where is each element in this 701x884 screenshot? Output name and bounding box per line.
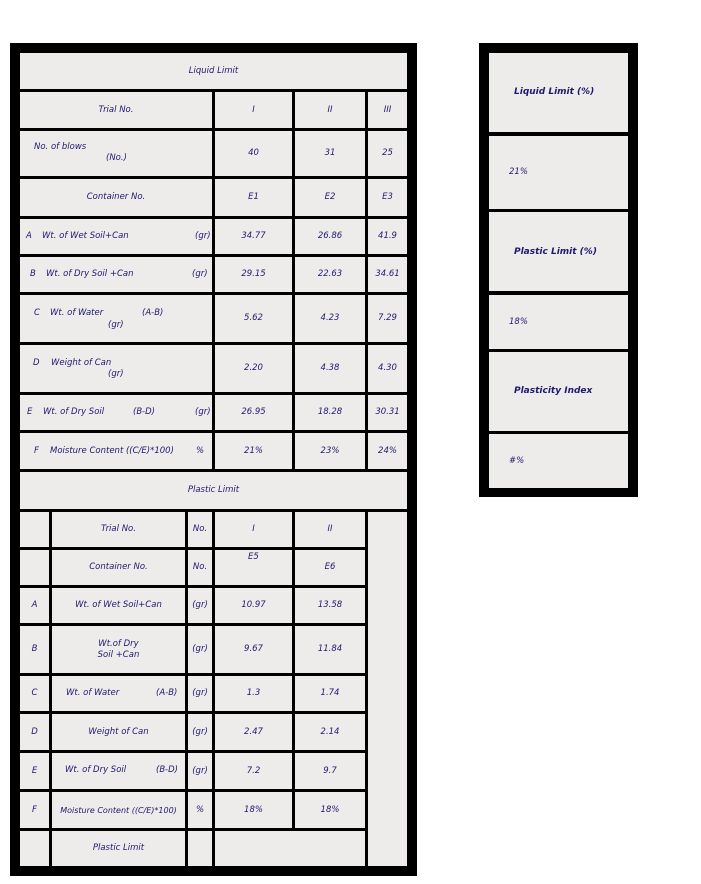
ll-row-b-label: Wt. of Dry Soil +Can bbox=[46, 269, 134, 279]
pl-row-c-unit: (gr) bbox=[188, 676, 212, 711]
ll-row-d-letter: D bbox=[33, 358, 40, 368]
ll-trial-2: II bbox=[295, 92, 365, 128]
ll-row-b-val-2: 22.63 bbox=[295, 257, 365, 292]
pl-row-d-letter: D bbox=[20, 714, 49, 750]
summary-pl-label-cell bbox=[489, 212, 628, 291]
pl-trial-letter bbox=[20, 512, 49, 547]
pl-row-d-unit: (gr) bbox=[188, 714, 212, 750]
ll-row-d-val-3: 4.30 bbox=[368, 345, 407, 392]
pl-row-d-val-2: 2.14 bbox=[295, 714, 365, 750]
pl-result-value bbox=[215, 831, 365, 866]
pl-row-a-val-2: 13.58 bbox=[295, 588, 365, 623]
pl-row-d-val-1: 2.47 bbox=[215, 714, 292, 750]
ll-row-c-val-3: 7.29 bbox=[368, 295, 407, 342]
pl-row-c-val-2: 1.74 bbox=[295, 676, 365, 711]
ll-row-a-label: Wt. of Wet Soil+Can bbox=[42, 231, 129, 241]
ll-row-f-label-cell bbox=[20, 433, 212, 469]
ll-row-c-formula: (A-B) bbox=[142, 308, 164, 318]
pl-row-b-label-cell bbox=[52, 626, 185, 673]
ll-container-2: E2 bbox=[295, 179, 365, 216]
pl-row-a-letter: A bbox=[20, 588, 49, 623]
pl-container-1-cell bbox=[215, 550, 292, 585]
pl-row-e-formula: (B-D) bbox=[156, 765, 178, 775]
pl-row-a-unit: (gr) bbox=[188, 588, 212, 623]
pl-row-e-val-2: 9.7 bbox=[295, 753, 365, 789]
ll-blows-3: 25 bbox=[368, 131, 407, 176]
ll-row-d-label-cell bbox=[20, 345, 212, 392]
pl-blank-column bbox=[368, 512, 407, 866]
plastic-limit-title: Plastic Limit bbox=[20, 472, 407, 509]
ll-row-e-val-1: 26.95 bbox=[215, 395, 292, 430]
pl-row-f-unit: % bbox=[188, 792, 212, 828]
summary-ll-label: Liquid Limit (%) bbox=[514, 87, 595, 97]
ll-row-d-unit: (gr) bbox=[108, 369, 124, 379]
ll-row-d-val-1: 2.20 bbox=[215, 345, 292, 392]
pl-row-a-label: Wt. of Wet Soil+Can bbox=[52, 588, 185, 623]
ll-row-b-label-cell bbox=[20, 257, 212, 292]
pl-result-unit bbox=[188, 831, 212, 866]
ll-row-e-val-3: 30.31 bbox=[368, 395, 407, 430]
pl-row-e-val-1: 7.2 bbox=[215, 753, 292, 789]
ll-blows-2: 31 bbox=[295, 131, 365, 176]
ll-row-c-label-cell bbox=[20, 295, 212, 342]
ll-row-f-val-2: 23% bbox=[295, 433, 365, 469]
ll-container-1: E1 bbox=[215, 179, 292, 216]
pl-result-label: Plastic Limit bbox=[52, 831, 185, 866]
ll-row-a-label-cell bbox=[20, 219, 212, 254]
ll-row-f-label: Moisture Content ((C/E)*100) bbox=[50, 446, 174, 456]
pl-result-letter bbox=[20, 831, 49, 866]
pl-row-b-label: Wt.of Dry Soil +Can bbox=[97, 638, 140, 660]
pl-row-b-unit: (gr) bbox=[188, 626, 212, 673]
ll-row-a-letter: A bbox=[26, 231, 32, 241]
ll-row-d-label: Weight of Can bbox=[51, 358, 112, 368]
ll-blows-label: No. of blows bbox=[34, 142, 87, 152]
ll-blows-1: 40 bbox=[215, 131, 292, 176]
ll-row-e-unit: (gr) bbox=[195, 407, 211, 417]
pl-row-f-letter: F bbox=[20, 792, 49, 828]
pl-trial-label: Trial No. bbox=[52, 512, 185, 547]
ll-blows-label-cell bbox=[20, 131, 212, 176]
ll-row-c-val-2: 4.23 bbox=[295, 295, 365, 342]
ll-row-e-letter: E bbox=[27, 407, 33, 417]
ll-row-d-val-2: 4.38 bbox=[295, 345, 365, 392]
summary-pl-value-cell bbox=[489, 295, 628, 349]
pl-container-letter bbox=[20, 550, 49, 585]
ll-row-c-letter: C bbox=[34, 308, 40, 318]
pl-row-b-val-1: 9.67 bbox=[215, 626, 292, 673]
pl-container-2: E6 bbox=[295, 550, 365, 585]
ll-row-c-val-1: 5.62 bbox=[215, 295, 292, 342]
summary-pl-label: Plastic Limit (%) bbox=[514, 247, 597, 257]
pl-row-c-val-1: 1.3 bbox=[215, 676, 292, 711]
ll-row-b-val-1: 29.15 bbox=[215, 257, 292, 292]
liquid-limit-title: Liquid Limit bbox=[20, 53, 407, 89]
pl-row-a-val-1: 10.97 bbox=[215, 588, 292, 623]
ll-row-e-label-cell bbox=[20, 395, 212, 430]
pl-container-1: E5 bbox=[248, 552, 259, 562]
pl-row-d-label: Weight of Can bbox=[52, 714, 185, 750]
summary-pi-label: Plasticity Index bbox=[514, 386, 593, 396]
ll-row-b-letter: B bbox=[30, 269, 36, 279]
pl-trial-1: I bbox=[215, 512, 292, 547]
ll-row-f-val-3: 24% bbox=[368, 433, 407, 469]
pl-row-f-val-2: 18% bbox=[295, 792, 365, 828]
pl-row-c-letter: C bbox=[20, 676, 49, 711]
ll-row-e-formula: (B-D) bbox=[133, 407, 155, 417]
pl-row-c-formula: (A-B) bbox=[156, 688, 178, 698]
pl-row-b-val-2: 11.84 bbox=[295, 626, 365, 673]
ll-row-a-val-2: 26.86 bbox=[295, 219, 365, 254]
ll-row-a-val-1: 34.77 bbox=[215, 219, 292, 254]
ll-row-c-unit: (gr) bbox=[108, 320, 124, 330]
ll-trial-3: III bbox=[368, 92, 407, 128]
pl-row-f-label: Moisture Content ((C/E)*100) bbox=[52, 792, 185, 828]
pl-row-e-label: Wt. of Dry Soil bbox=[65, 765, 127, 775]
pl-trial-unit: No. bbox=[188, 512, 212, 547]
summary-pi-value-cell bbox=[489, 434, 628, 488]
ll-container-3: E3 bbox=[368, 179, 407, 216]
pl-row-b-letter: B bbox=[20, 626, 49, 673]
pl-row-c-label-cell bbox=[52, 676, 185, 711]
ll-trial-1: I bbox=[215, 92, 292, 128]
pl-container-unit: No. bbox=[188, 550, 212, 585]
pl-row-e-label-cell bbox=[52, 753, 185, 789]
pl-row-c-label: Wt. of Water bbox=[66, 688, 120, 698]
ll-row-b-unit: (gr) bbox=[192, 269, 208, 279]
pl-trial-2: II bbox=[295, 512, 365, 547]
ll-row-f-unit: % bbox=[196, 446, 205, 456]
ll-row-a-val-3: 41.9 bbox=[368, 219, 407, 254]
summary-ll-label-cell bbox=[489, 53, 628, 132]
pl-row-e-unit: (gr) bbox=[188, 753, 212, 789]
ll-row-e-label: Wt. of Dry Soil bbox=[43, 407, 105, 417]
summary-pi-value: #% bbox=[509, 456, 525, 466]
summary-ll-value: 21% bbox=[509, 167, 528, 177]
ll-trial-label: Trial No. bbox=[20, 92, 212, 128]
ll-row-b-val-3: 34.61 bbox=[368, 257, 407, 292]
ll-row-c-label: Wt. of Water bbox=[50, 308, 104, 318]
ll-blows-unit: (No.) bbox=[106, 153, 127, 163]
pl-row-e-letter: E bbox=[20, 753, 49, 789]
ll-row-e-val-2: 18.28 bbox=[295, 395, 365, 430]
summary-pi-label-cell bbox=[489, 352, 628, 431]
ll-row-a-unit: (gr) bbox=[195, 231, 211, 241]
summary-ll-value-cell bbox=[489, 136, 628, 209]
pl-container-label: Container No. bbox=[52, 550, 185, 585]
ll-row-f-letter: F bbox=[34, 446, 39, 456]
pl-row-f-val-1: 18% bbox=[215, 792, 292, 828]
ll-row-f-val-1: 21% bbox=[215, 433, 292, 469]
ll-container-label: Container No. bbox=[20, 179, 212, 216]
summary-pl-value: 18% bbox=[509, 317, 528, 327]
